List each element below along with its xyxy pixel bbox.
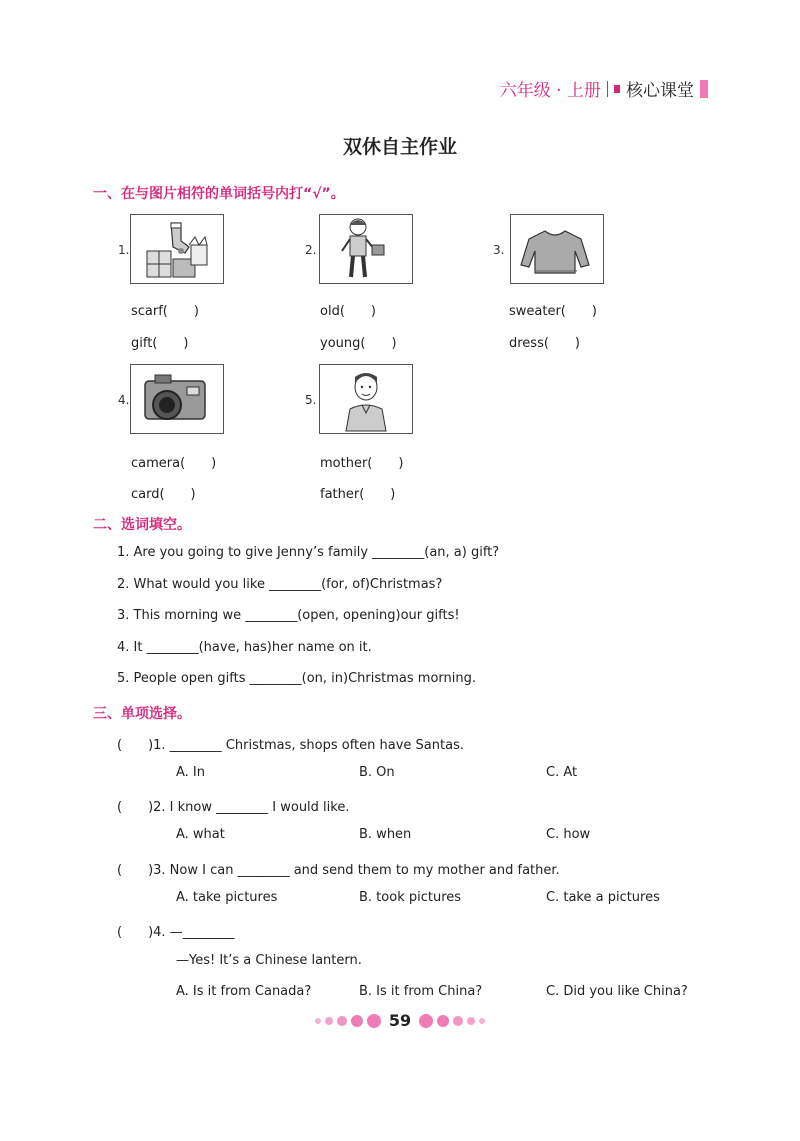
header-square-icon <box>614 85 620 93</box>
picture-frame <box>319 214 413 284</box>
dot-icon <box>325 1017 333 1025</box>
option-c: C. take a pictures <box>546 890 660 905</box>
camera-icon <box>131 365 223 433</box>
fill-line: 2. What would you like ________(for, of)Christmas? <box>117 577 443 592</box>
fill-line: 5. People open gifts ________(on, in)Christmas morning. <box>117 671 476 686</box>
man-portrait-icon <box>320 365 412 433</box>
dot-icon <box>351 1015 363 1027</box>
option-b: B. Is it from China? <box>359 984 483 999</box>
option-c: C. how <box>546 827 591 842</box>
section1-heading: 一、在与图片相符的单词括号内打“√”。 <box>93 186 345 202</box>
word-option: father( ) <box>320 487 396 502</box>
item-number: 2. <box>305 243 317 257</box>
christmas-gifts-icon <box>131 215 223 283</box>
option-a: A. what <box>176 827 225 842</box>
option-a: A. take pictures <box>176 890 278 905</box>
dot-icon <box>437 1015 449 1027</box>
question-subline: —Yes! It’s a Chinese lantern. <box>176 953 362 968</box>
dot-icon <box>337 1016 347 1026</box>
dot-icon <box>367 1014 381 1028</box>
fill-line: 4. It ________(have, has)her name on it. <box>117 640 372 655</box>
question-stem: ( )2. I know ________ I would like. <box>117 800 350 815</box>
running-header <box>500 76 708 101</box>
option-c: C. Did you like China? <box>546 984 688 999</box>
dot-icon <box>467 1017 475 1025</box>
boy-with-gift-icon <box>320 215 412 283</box>
option-b: B. when <box>359 827 412 842</box>
option-c: C. At <box>546 765 578 780</box>
item-number: 1. <box>118 243 130 257</box>
word-option: sweater( ) <box>509 304 597 319</box>
page-number: 59 <box>388 1011 412 1030</box>
header-bar-icon <box>700 80 708 98</box>
section3-heading: 三、单项选择。 <box>93 706 191 722</box>
fill-line: 3. This morning we ________(open, opening)our gifts! <box>117 608 460 623</box>
grade-label: 六年级 · 上册 <box>499 81 601 101</box>
option-a: A. Is it from Canada? <box>176 984 312 999</box>
item-number: 3. <box>493 243 505 257</box>
picture-frame <box>130 364 224 434</box>
header-divider <box>607 81 608 97</box>
word-option: camera( ) <box>131 456 217 471</box>
word-option: scarf( ) <box>131 304 199 319</box>
item-number: 4. <box>118 393 130 407</box>
series-label: 核心课堂 <box>626 81 694 101</box>
picture-frame <box>319 364 413 434</box>
question-stem: ( )1. ________ Christmas, shops often have Santas. <box>117 738 464 753</box>
option-b: B. took pictures <box>359 890 462 905</box>
section2-heading: 二、选词填空。 <box>93 517 191 533</box>
dot-icon <box>453 1016 463 1026</box>
word-option: gift( ) <box>131 336 189 351</box>
dot-icon <box>479 1018 485 1024</box>
item-number: 5. <box>305 393 317 407</box>
dot-icon <box>315 1018 321 1024</box>
sweater-icon <box>511 215 603 283</box>
picture-frame <box>130 214 224 284</box>
option-b: B. On <box>359 765 395 780</box>
word-option: young( ) <box>320 336 397 351</box>
fill-line: 1. Are you going to give Jenny’s family ________(an, a) gift? <box>117 545 500 560</box>
dot-icon <box>419 1014 433 1028</box>
word-option: old( ) <box>320 304 376 319</box>
word-option: mother( ) <box>320 456 404 471</box>
option-a: A. In <box>176 765 206 780</box>
page-footer <box>0 1011 800 1030</box>
question-stem: ( )4. —________ <box>117 925 235 940</box>
word-option: dress( ) <box>509 336 580 351</box>
word-option: card( ) <box>131 487 196 502</box>
question-stem: ( )3. Now I can ________ and send them to my mother and father. <box>117 863 560 878</box>
picture-frame <box>510 214 604 284</box>
page-title: 双休自主作业 <box>342 136 457 158</box>
